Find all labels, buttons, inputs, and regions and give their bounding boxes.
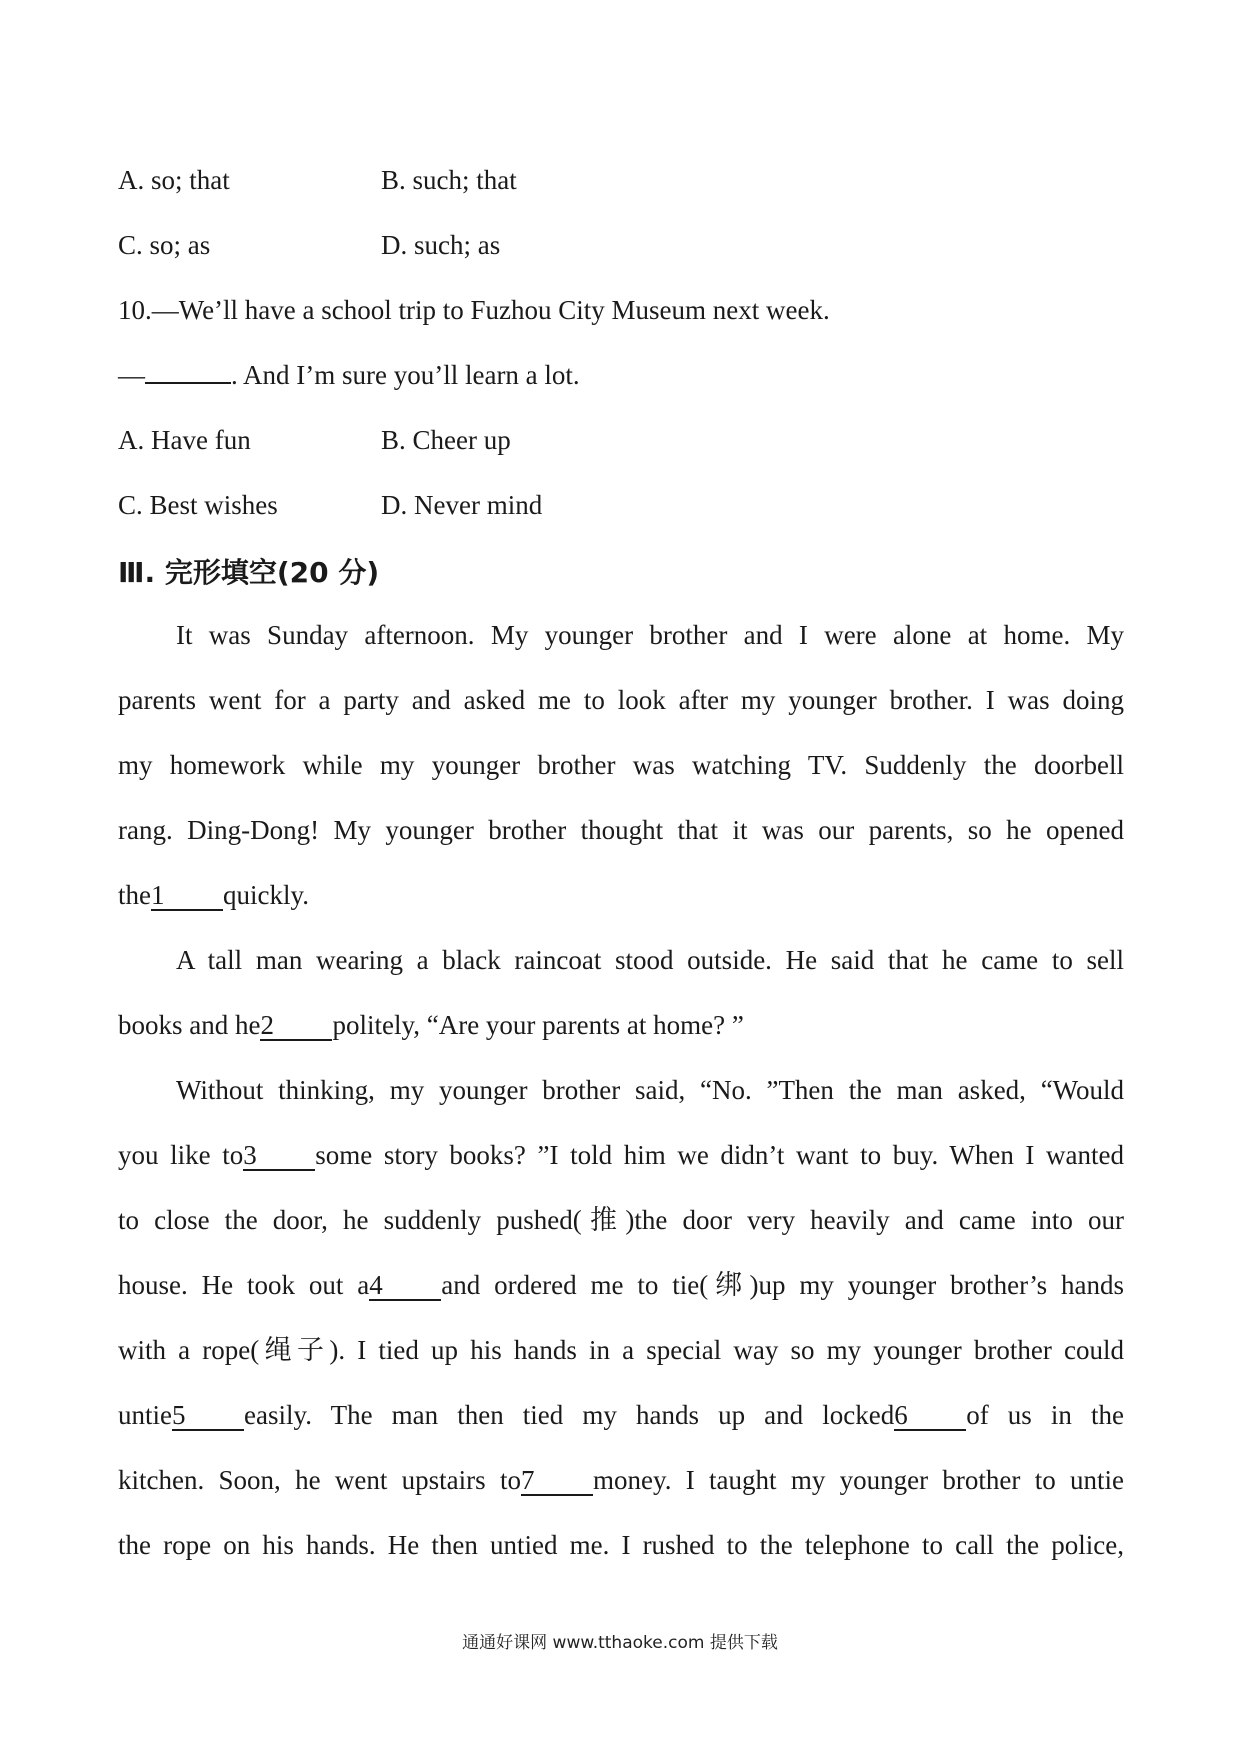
cloze-blank-4: 4 [369, 1271, 441, 1301]
passage-line [118, 1007, 1124, 1072]
section-heading: Ⅲ. 完形填空(20 分) [118, 556, 380, 589]
q10-option-c: C. Best wishes [118, 490, 278, 520]
passage-line: Without thinking, my younger brother said, “No. ”Then the man asked, “Would [176, 1075, 1124, 1105]
passage-line: the rope on his hands. He then untied me. I rushed to the telephone to call the police, [118, 1530, 1124, 1560]
cloze-blank-1: 1 [151, 881, 223, 911]
passage-text: untie [118, 1400, 172, 1430]
passage-text: politely, “Are your parents at home? ” [332, 1010, 744, 1040]
q10-reply-suffix: . And I’m sure you’ll learn a lot. [231, 360, 580, 390]
passage-text: kitchen. Soon, he went upstairs to [118, 1465, 521, 1495]
passage-line: It was Sunday afternoon. My younger brother and I were alone at home. My [176, 620, 1124, 650]
q9-option-b: B. such; that [381, 165, 517, 195]
cloze-blank-2: 2 [260, 1011, 332, 1041]
passage-line: A tall man wearing a black raincoat stood outside. He said that he came to sell [176, 945, 1124, 975]
passage-line [118, 1462, 1124, 1527]
q10-reply [118, 357, 580, 393]
footer-watermark: 通通好课网 www.tthaoke.com 提供下载 [462, 1633, 778, 1653]
passage-text: quickly. [223, 880, 309, 910]
cloze-blank-7: 7 [521, 1466, 593, 1496]
passage-text: of us in the [966, 1400, 1124, 1430]
passage-text: house. He took out a [118, 1270, 370, 1300]
passage-line: to close the door, he suddenly pushed(推)the door very heavily and came into our [118, 1205, 1124, 1235]
q10-answer-blank [145, 382, 231, 384]
q10-stem: 10.—We’ll have a school trip to Fuzhou City Museum next week. [118, 295, 830, 325]
cloze-passage [118, 617, 1124, 1592]
q9-option-a: A. so; that [118, 165, 230, 195]
passage-text: books and he [118, 1010, 261, 1040]
passage-text: some story books? ”I told him we didn’t want to buy. When I wanted [315, 1140, 1125, 1170]
passage-text: money. I taught my younger brother to untie [592, 1465, 1124, 1495]
passage-line [118, 877, 1124, 942]
passage-line [118, 1397, 1124, 1462]
cloze-blank-6: 6 [894, 1401, 966, 1431]
q10-reply-prefix: — [118, 360, 145, 390]
q9-option-d: D. such; as [381, 230, 501, 260]
passage-line [118, 1137, 1124, 1202]
passage-text: easily. The man then tied my hands up and locked [244, 1400, 895, 1430]
passage-line: my homework while my younger brother was watching TV. Suddenly the doorbell [118, 750, 1124, 780]
cloze-blank-5: 5 [172, 1401, 244, 1431]
passage-line: parents went for a party and asked me to look after my younger brother. I was doing [118, 685, 1124, 715]
cloze-blank-3: 3 [243, 1141, 315, 1171]
q10-option-d: D. Never mind [381, 490, 543, 520]
passage-line: rang. Ding-Dong! My younger brother thought that it was our parents, so he opened [118, 815, 1124, 845]
passage-text: you like to [118, 1140, 244, 1170]
q10-option-b: B. Cheer up [381, 425, 511, 455]
passage-text: and ordered me to tie(绑)up my younger brother’s hands [441, 1270, 1124, 1300]
q9-option-c: C. so; as [118, 230, 211, 260]
passage-line: with a rope(绳子). I tied up his hands in a special way so my younger brother could [118, 1335, 1124, 1365]
passage-text: the [118, 880, 151, 910]
passage-line [118, 1267, 1124, 1332]
q10-option-a: A. Have fun [118, 425, 251, 455]
